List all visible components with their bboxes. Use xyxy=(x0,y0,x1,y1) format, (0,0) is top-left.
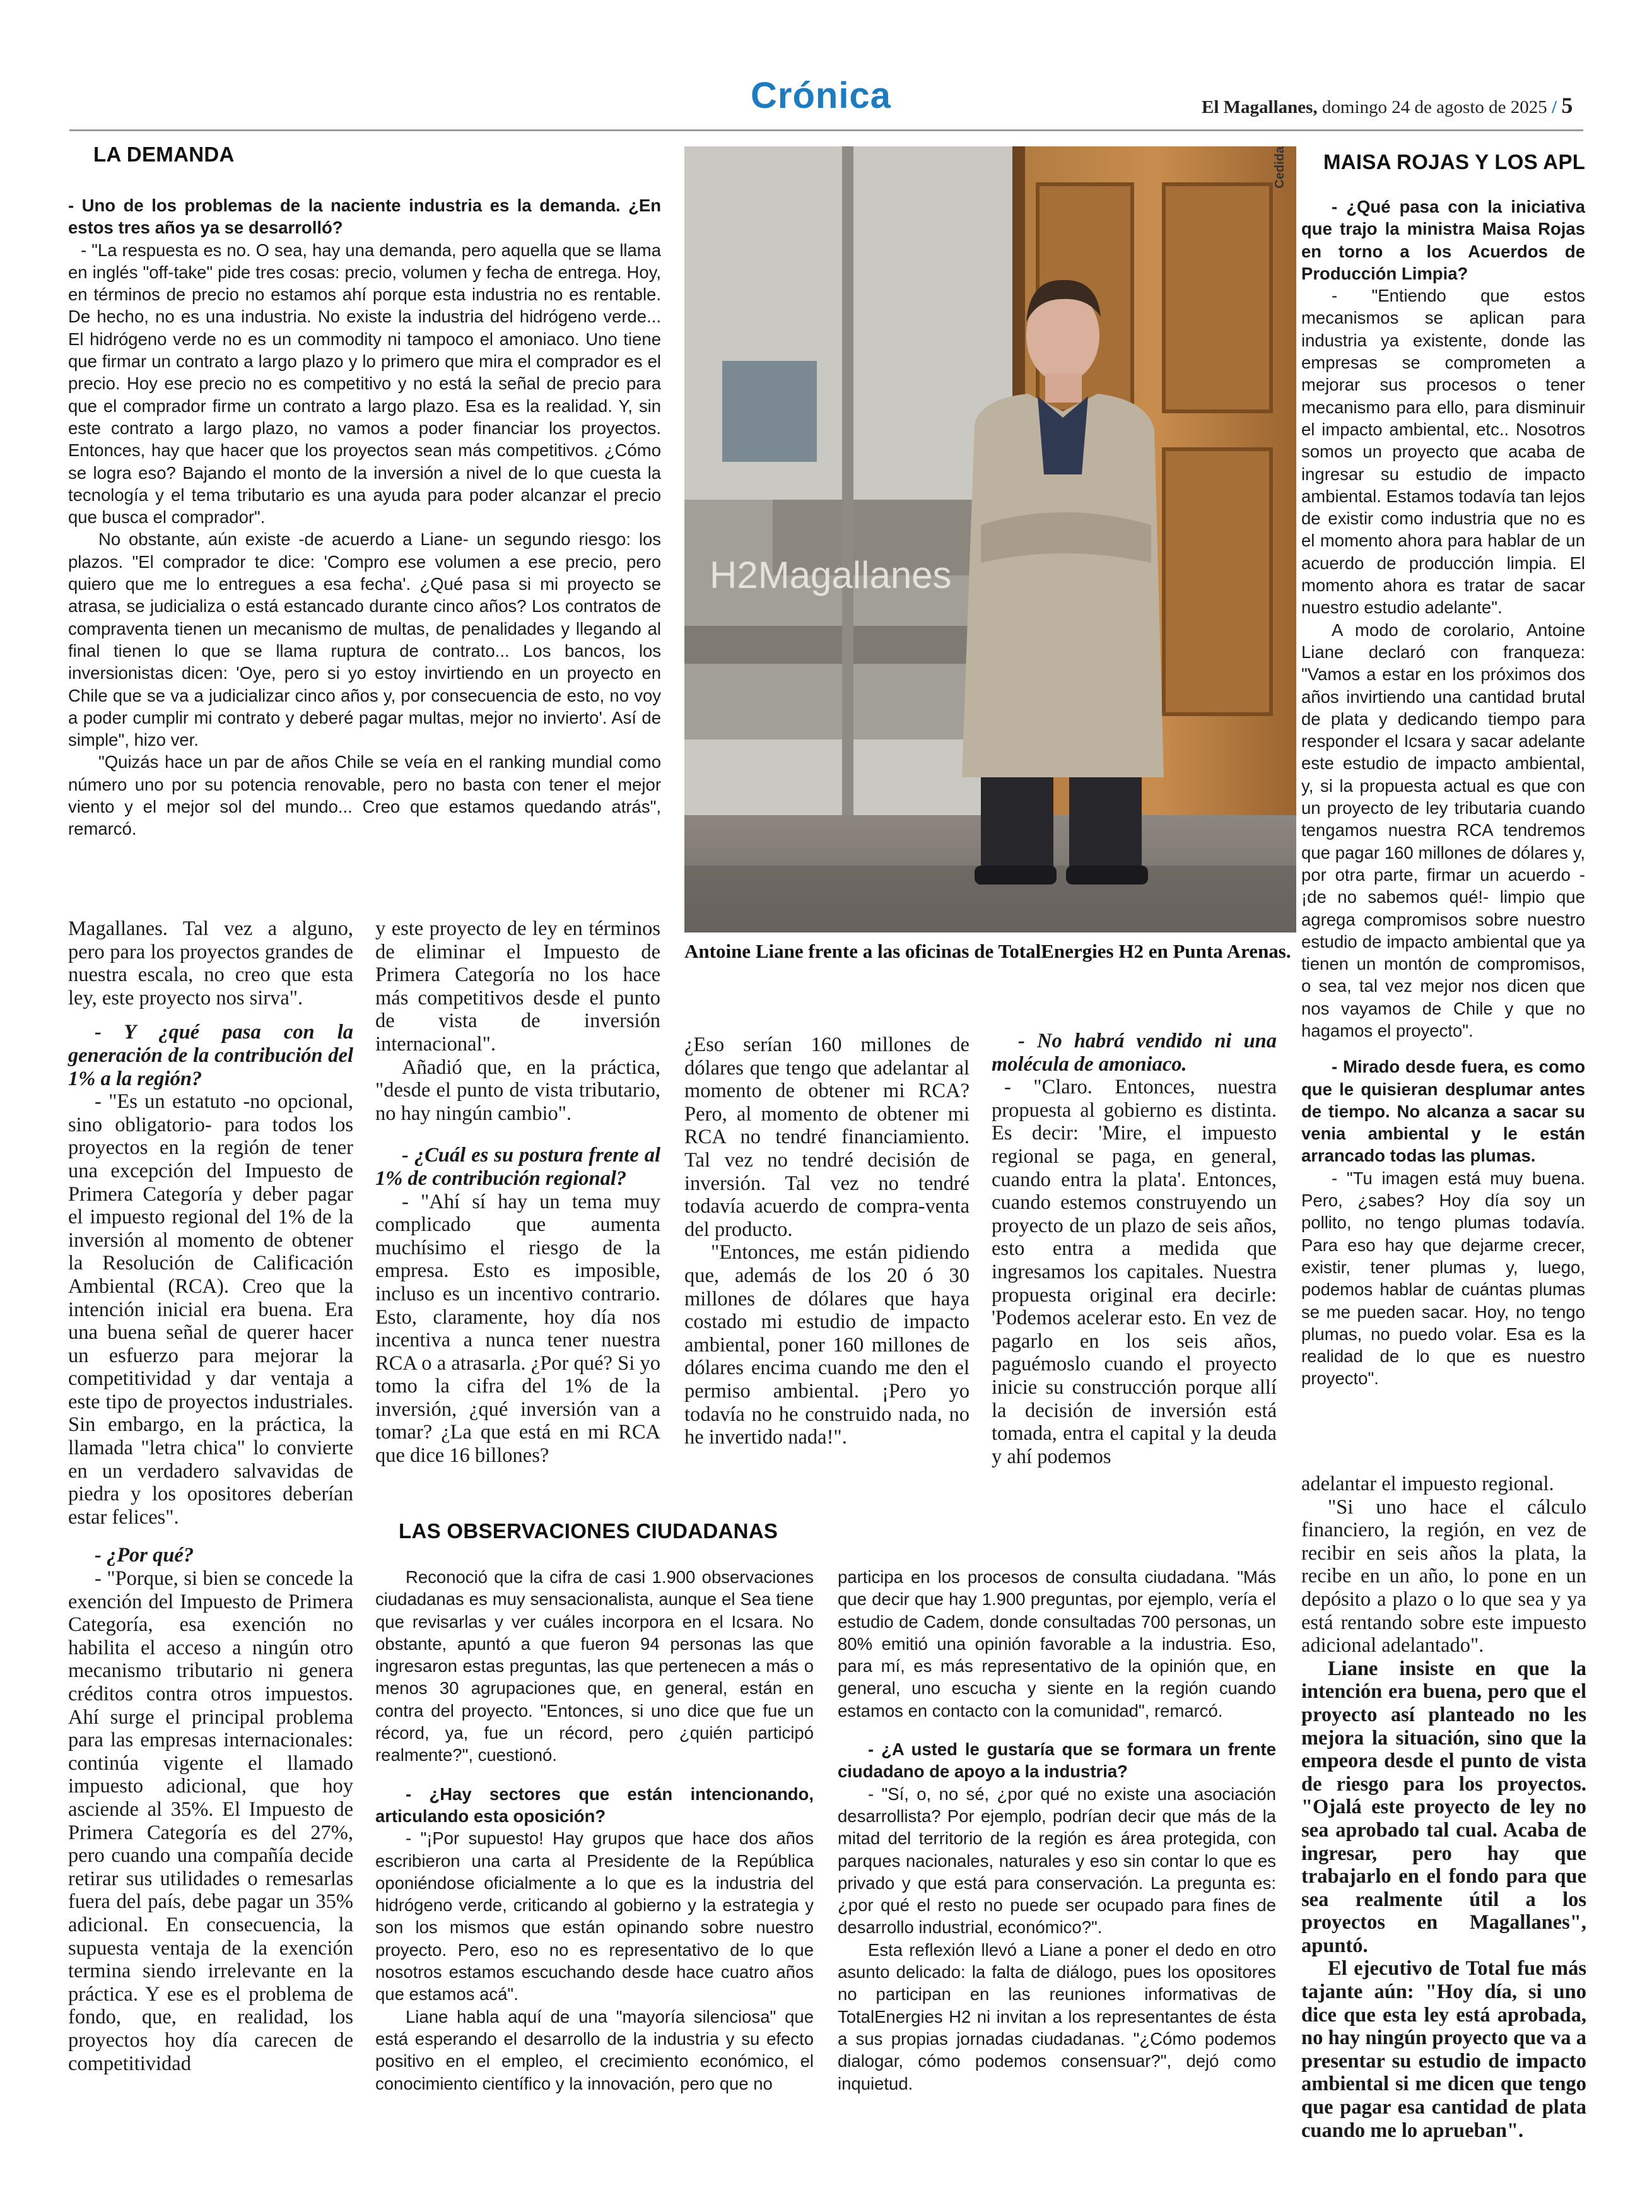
demanda-text xyxy=(68,194,661,840)
body-column-a xyxy=(68,917,353,2075)
paragraph: Liane habla aquí de una "mayoría silenciosa" que está esperando el desarrollo de la industria y su efecto positivo en el empleo, el crecimiento económico, el conocimiento científico y la innovación, pero que no xyxy=(375,2006,814,2093)
paragraph: Liane insiste en que la intención era buena, pero que el proyecto así planteado no les mejora la situación, sino que la empeora desde el punto de vista de riesgo para los proyectos. "Ojalá este proyecto de ley no sea aprobado tal cual. Acaba de ingresar, pero hay que trabajarlo en el fondo para que sea realmente útil a los proyectos en Magallanes", apuntó. xyxy=(1301,1657,1586,1957)
question: - ¿Por qué? xyxy=(95,1544,194,1567)
section-heading-demanda: LA DEMANDA xyxy=(93,143,235,166)
observaciones-col-1 xyxy=(375,1566,814,2095)
paragraph: - "Tu imagen está muy buena. Pero, ¿sabes? Hoy día soy un pollito, no tengo plumas todavía. Para eso hay que dejarme crecer, existir, tener plumas y, luego, podemos hablar de cuántas plumas se me pueden sacar. Hoy, no tengo plumas, no puedo volar. Esa es la realidad de lo que es nuestro proyecto". xyxy=(1301,1168,1585,1389)
paragraph: - "Es un estatuto -no opcional, sino obligatorio- para todos los proyectos en la región de tener una excepción del Impuesto de Primera Categoría y deber pagar el impuesto regional del 1% de la inversión al momento de obtener la Resolución de Calificación Ambiental (RCA). Creo que la intención inicial era buena. Era una buena señal de querer hacer un esfuerzo para mejorar la competitividad y dar ventaja a este tipo de proyectos industriales. Sin embargo, en la práctica, la llamada "letra chica" lo convierte en un verdadero salvavidas de piedra y los opositores deberían estar felices". xyxy=(68,1090,353,1529)
question: - Y ¿qué pasa con la generación de la contribución del 1% a la región? xyxy=(68,1021,353,1090)
paragraph: Esta reflexión llevó a Liane a poner el dedo en otro asunto delicado: la falta de diálogo, pues los opositores no participan en las reuniones informativas de TotalEnergies H2 ni invitan a los representantes de ésta a sus propias jornadas ciudadanas. "¿Cómo podemos dialogar, cómo podemos consensuar?", dejó como inquietud. xyxy=(838,1939,1276,2093)
question: - ¿Hay sectores que están intencionando, articulando esta oposición? xyxy=(375,1784,814,1826)
paragraph: - "Claro. Entonces, nuestra propuesta al gobierno es distinta. Es decir: 'Mire, el impuesto regional se paga, en general, cuando entra la plata'. Entonces, cuando estemos construyendo un proyecto de un plazo de seis años, esto entra a medida que ingresamos los capitales. Nuestra propuesta original era decirle: 'Podemos acelerar esto. En vez de pagarlo en los seis años, paguémoslo cuando el proyecto inicie su construcción porque allí la decisión de inversión está tomada, entra el capital y la deuda y ahí podemos xyxy=(992,1076,1277,1468)
paragraph: "Entonces, me están pidiendo que, además de los 20 ó 30 millones de dólares que haya costado mi estudio de impacto ambiental, poner 160 millones de dólares encima cuando me den el permiso ambiental. ¡Pero yo todavía no he construido nada, no he invertido nada!". xyxy=(684,1241,970,1449)
paragraph: A modo de corolario, Antoine Liane declaró con franqueza: "Vamos a estar en los próximos dos años invirtiendo una cantidad brutal de plata y dedicando tiempo para responder el Icsara y sacar adelante este estudio de impacto ambiental, y, si la propuesta actual es que con un proyecto de ley tributaria cuando tengamos nuestra RCA tendremos que pagar 160 millones de dólares y, por otra parte, firmar un acuerdo -¡de no sabemos qué!- limpio que agrega compromisos sobre nuestro estudio de impacto ambiental que ya tienen un montón de compromisos, o sea, tal vez mejor nos dicen que nos vayamos de Chile y que no hagamos el proyecto". xyxy=(1301,620,1585,1040)
issue-date: domingo 24 de agosto de 2025 xyxy=(1317,97,1547,117)
observaciones-col-2 xyxy=(838,1566,1276,2095)
question: - ¿Cuál es su postura frente al 1% de contribución regional? xyxy=(375,1144,660,1190)
paragraph: Reconoció que la cifra de casi 1.900 observaciones ciudadanas es muy sensacionalista, aunque el Sea tiene que revisarlas y ver cuáles incorpora en el Icsara. No obstante, apuntó a que fueron 94 personas las que ingresaron estas preguntas, las que pertenecen a más o menos 30 agrupaciones que, en general, están en contra del proyecto. "Entonces, si uno dice que fue un récord, ya, fue un récord, pero ¿quién participó realmente?", cuestionó. xyxy=(375,1567,814,1765)
paragraph: - "¡Por supuesto! Hay grupos que hace dos años escribieron una carta al Presidente de la República oponiéndose oficialmente a lo que es la industria del hidrógeno verde, criticando al gobierno y la estrategia y son los mismos que están opinando sobre nuestro proyecto. Pero, eso no es representativo de lo que nosotros estamos escuchando desde hace cuatro años que estamos acá". xyxy=(375,1828,814,2004)
masthead-line xyxy=(1202,92,1573,119)
paragraph: "Quizás hace un par de años Chile se veía en el ranking mundial como número uno por su potencia renovable, pero no basta con tener el mejor viento y el mejor sol del mundo... Creo que estamos quedando atrás", remarcó. xyxy=(68,752,661,839)
header-rule xyxy=(69,129,1583,131)
photo-illustration xyxy=(684,146,1296,932)
paragraph: - "La respuesta es no. O sea, hay una demanda, pero aquella que se llama en inglés "off-take" pide tres cosas: precio, volumen y fecha de entrega. Hoy, en términos de precio no estamos ahí porque esta industria no es rentable. De hecho, no es una industria. No existe la industria del hidrógeno verde... El hidrógeno verde no es un commodity ni tampoco el amoniaco. Uno tiene que firmar un contrato a largo plazo y lo primero que mira el comprador es el precio. Hoy ese precio no es competitivo y no está la señal de precio para que el comprador firme un contrato a largo plazo. Esa es la realidad. Y, sin este contrato a largo plazo, no vamos a poder financiar los proyectos. Entonces, hay que hacer que los proyectos sean más competitivos. ¿Cómo se logra eso? Bajando el monto de la inversión a nivel de lo que cuesta la tecnología y el tema tributario es una ayuda para poder alcanzar el precio que busca el comprador". xyxy=(68,240,661,527)
apl-text xyxy=(1301,196,1585,1390)
paragraph: Magallanes. Tal vez a alguno, pero para los proyectos grandes de nuestra escala, no creo que esta ley, este proyecto nos sirva". xyxy=(68,917,353,1009)
body-column-c xyxy=(684,1033,970,1449)
section-heading-observaciones: LAS OBSERVACIONES CIUDADANAS xyxy=(399,1519,778,1543)
photo-caption: Antoine Liane frente a las oficinas de TotalEnergies H2 en Punta Arenas. xyxy=(684,940,1291,962)
paragraph: "Si uno hace el cálculo financiero, la región, en vez de recibir en seis años la plata, la recibe en un año, lo pone en un depósito a plazo o lo que sea y ya está rentando sobre este impuesto adicional adelantado". xyxy=(1301,1495,1586,1657)
paper-name: El Magallanes, xyxy=(1202,97,1318,117)
question: - No habrá vendido ni una molécula de amoniaco. xyxy=(992,1030,1277,1076)
paragraph: - "Ahí sí hay un tema muy complicado que aumenta muchísimo el riesgo de la empresa. Esto es imposible, incluso es un incentivo contrario. Esto, claramente, hoy día nos incentiva a nunca tener nuestra RCA o a atrasarla. ¿Por qué? Si yo tomo la cifra del 1% de la inversión, ¿qué inversión van a tomar? ¿La que está en mi RCA que dice 16 billones? xyxy=(375,1190,660,1468)
photo xyxy=(684,146,1296,932)
paragraph: y este proyecto de ley en términos de eliminar el Impuesto de Primera Categoría no los hace más competitivos desde el punto de vista de inversión internacional". xyxy=(375,917,660,1056)
question: - Uno de los problemas de la naciente industria es la demanda. ¿En estos tres años ya se desarrolló? xyxy=(68,196,661,238)
paragraph: Añadió que, en la práctica, "desde el punto de vista tributario, no hay ningún cambio". xyxy=(375,1056,660,1125)
paragraph: participa en los procesos de consulta ciudadana. "Más que decir que hay 1.900 preguntas, por ejemplo, vería el estudio de Cadem, donde consultadas 700 personas, un 80% emitió una opinión favorable a la industria. Eso, para mí, es más representativo de la opinión que, en general, uno escucha y siente en la región cuando estamos en contacto con la comunidad", remarcó. xyxy=(838,1567,1276,1721)
question: - ¿A usted le gustaría que se formara un frente ciudadano de apoyo a la industria? xyxy=(838,1739,1276,1782)
paragraph: - "Porque, si bien se concede la exención del Impuesto de Primera Categoría, esa exención no habilita el acceso a ningún otro mecanismo tributario ni genera créditos contra otros impuestos. Ahí surge el principal problema para las empresas internacionales: continúa vigente el llamado impuesto adicional, que hoy asciende al 35%. El Impuesto de Primera Categoría es del 27%, pero cuando una compañía decide retirar sus utilidades o remesarlas fuera del país, debe pagar un 35% adicional. En consecuencia, la supuesta ventaja de la exención termina siendo irrelevante en la práctica. Y ese es el problema de fondo, que, en realidad, los proyectos hoy día carecen de competitividad xyxy=(68,1567,353,2075)
question: - Mirado desde fuera, es como que le quisieran desplumar antes de tiempo. No alcanza a sacar su venia ambiental y le están arrancado todas las plumas. xyxy=(1301,1057,1585,1166)
body-column-d xyxy=(992,1030,1277,1468)
paragraph: adelantar el impuesto regional. xyxy=(1301,1473,1554,1495)
window-sign: H2Magallanes xyxy=(710,554,952,596)
section-title: Crónica xyxy=(751,75,891,116)
page-number: 5 xyxy=(1561,93,1573,118)
body-column-e xyxy=(1301,1473,1586,2142)
paragraph: - "Sí, o, no sé, ¿por qué no existe una asociación desarrollista? Por ejemplo, podrían decir que más de la mitad del territorio de la región es área protegida, con parques nacionales, naturales y eso sin contar lo que es privado y que está para conservación. La pregunta es: ¿por qué el resto no puede ser ocupado para fines de desarrollo industrial, económico?". xyxy=(838,1784,1276,1938)
paragraph: ¿Eso serían 160 millones de dólares que tengo que adelantar al momento de obtener mi RCA? Pero, al momento de obtener mi RCA no tendré financiamiento. Tal vez no tendré decisión de inversión. Tal vez no tendré todavía acuerdo de compra-venta del producto. xyxy=(684,1033,970,1241)
paragraph: No obstante, aún existe -de acuerdo a Liane- un segundo riesgo: los plazos. "El comprador te dice: 'Compro ese volumen a ese precio, pero quiero que me lo entregues a esa fecha'. ¿Qué pasa si mi proyecto se atrasa, se judicializa o está estancado durante cinco años? Los contratos de compraventa tienen un mecanismo de multas, de penalidades y llegando al final tienen lo que se llama ruptura de contrato... Los bancos, los inversionistas dicen: 'Oye, pero si yo estoy invirtiendo en un proyecto en Chile que se va a judicializar cinco años y, por consecuencia de esto, no voy a poder cumplir mi contrato y deberé pagar multas, mejor no invierto'. Así de simple", hizo ver. xyxy=(68,529,661,750)
paragraph: - "Entiendo que estos mecanismos se aplican para industria ya existente, donde las empresas se comprometen a mejorar sus procesos o tener mecanismo para ello, para disminuir el impacto ambiental, etc.. Nosotros somos un proyecto que acaba de ingresar su estudio de impacto ambiental. Estamos todavía tan lejos de existir como industria que no es el momento ahora para hablar de un acuerdo de producción limpia. El momento ahora es tratar de sacar nuestro estudio adelante". xyxy=(1301,286,1585,618)
body-column-b xyxy=(375,917,660,1468)
paragraph: El ejecutivo de Total fue más tajante aún: "Hoy día, si uno dice que esta ley está aprobada, no hay ningún proyecto que va a presentar su estudio de impacto ambiental si me dicen que tengo que pagar esa cantidad de plata cuando me lo aprueban". xyxy=(1301,1957,1586,2142)
section-heading-apl: MAISA ROJAS Y LOS APL xyxy=(1323,150,1586,174)
question: - ¿Qué pasa con la iniciativa que trajo la ministra Maisa Rojas en torno a los Acuerdos de Producción Limpia? xyxy=(1301,197,1585,283)
page-separator: / xyxy=(1552,97,1557,117)
photo-credit: Cedida xyxy=(1273,146,1287,189)
